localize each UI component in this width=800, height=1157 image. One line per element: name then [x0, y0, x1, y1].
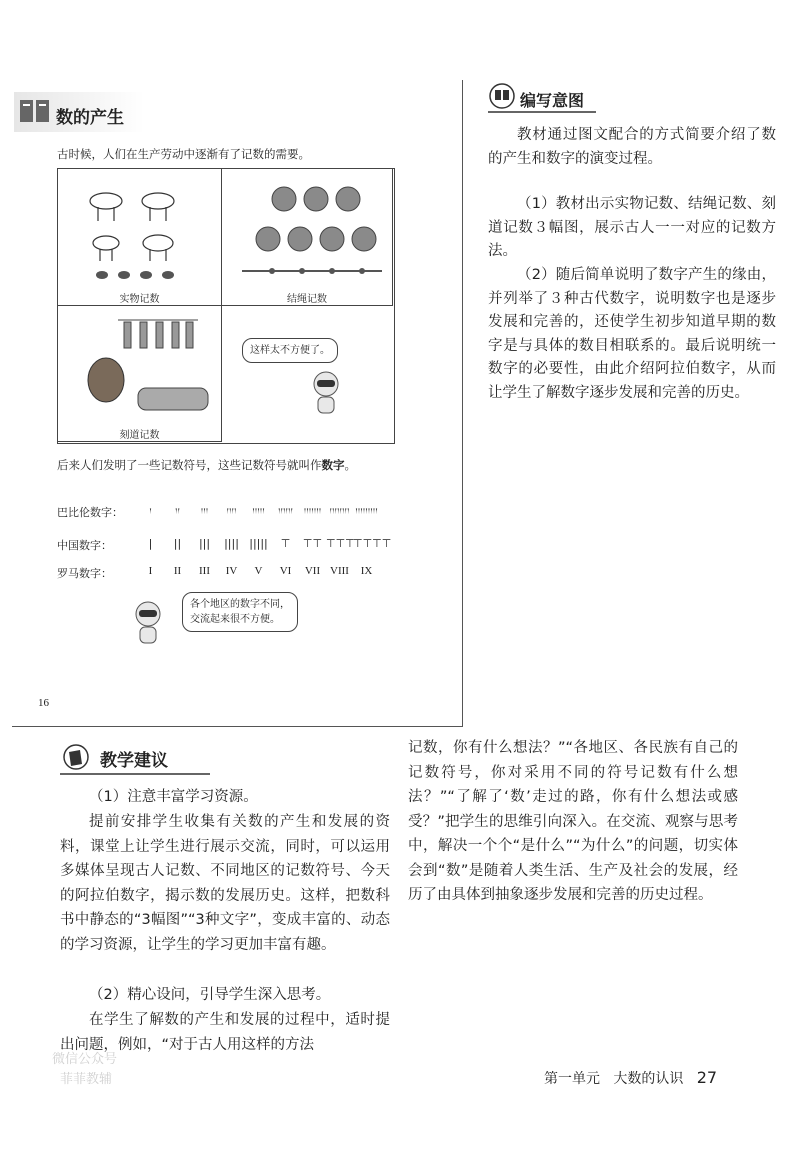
teaching-p1: 提前安排学生收集有关数的产生和发展的资料，课堂上让学生进行展示交流，同时，可以运用多媒体呈现古人记数、不同地区的记数符号、今天的阿拉伯数字，揭示数的发展历史。这样，把数科书中静态的“3幅图”“3种文字”，变成丰富的、动态的学习资源，让学生的学习更加丰富有趣。 — [60, 814, 390, 953]
caption-notch-counting: 刻道记数 — [119, 430, 160, 441]
roman-row — [57, 565, 380, 581]
book-icon — [18, 96, 52, 126]
teaching-s1: （1）注意丰富学习资源。 — [89, 789, 258, 805]
footer-page-number: 27 — [696, 1068, 718, 1087]
numeral: III — [199, 565, 210, 577]
teaching-heading: 教学建议 — [100, 751, 168, 771]
numeral: ||||| — [249, 537, 268, 550]
numeral: II — [173, 565, 182, 577]
row-label: 中国数字： — [57, 539, 112, 552]
section-title: 数的产生 — [56, 108, 124, 128]
numeral: ⊤⊤ — [302, 537, 323, 550]
numeral: I — [148, 565, 153, 577]
numeral: VI — [279, 565, 292, 577]
intro-text: 古时候，人们在生产劳动中逐渐有了记数的需要。 — [57, 147, 310, 161]
writing-intent-p1: 教材通过图文配合的方式简要介绍了数的产生和数字的演变过程。 — [488, 127, 776, 167]
robot-speech-bubble-2 — [182, 592, 298, 632]
watermark — [52, 1050, 117, 1090]
row-label: 罗马数字： — [57, 567, 112, 580]
numeral: || — [173, 537, 182, 550]
numeral: 𒁹𒁹𒁹𒁹𒁹𒁹𒁹𒁹 — [329, 508, 350, 515]
writing-intent-heading: 编写意图 — [520, 91, 585, 110]
page-footer — [544, 1068, 717, 1088]
speech-line-1: 各个地区的数字不同， — [190, 599, 290, 610]
notch-counting-panel — [57, 305, 222, 442]
roman-numerals — [137, 565, 380, 581]
babylonian-numerals — [137, 504, 380, 520]
chinese-row — [57, 537, 392, 553]
numeral: IX — [360, 565, 373, 577]
sentence-keyword: 数字 — [321, 458, 345, 472]
footer-chapter: 大数的认识 — [613, 1071, 684, 1087]
speech-line-2: 交流起来很不方便。 — [190, 614, 280, 625]
teaching-s2: （2）精心设问，引导学生深入思考。 — [89, 987, 331, 1003]
numeral: IV — [225, 565, 238, 577]
babylonian-row — [57, 504, 380, 520]
numeral: | — [148, 537, 153, 550]
numeral: V — [254, 565, 263, 577]
numeral: 𒁹𒁹𒁹𒁹𒁹𒁹𒁹 — [303, 508, 322, 515]
textbook-page-number: 16 — [38, 697, 49, 709]
teaching-p3: 记数，你有什么想法？”“各地区、各民族有自己的记数符号，你对采用不同的符号记数有什么想法？”“了解了‘数’走过的路，你有什么想法或感受？”把学生的思维引向深入。在交流、观察与思考中，解决一个个“是什么”“为什么”的问题，切实体会到“数”是随着人类生活、生产及社会的发展，经历了由具体到抽象逐步发展和完善的历史过程。 — [408, 740, 738, 903]
teaching-p2: 在学生了解数的产生和发展的过程中，适时提出问题，例如，“对于古人用这样的方法 — [60, 1012, 390, 1053]
chinese-numerals — [137, 537, 392, 553]
row-label: 巴比伦数字： — [57, 506, 123, 519]
numeral: VIII — [330, 565, 349, 577]
numeral: 𒁹𒁹 — [175, 508, 180, 515]
watermark-line-2: 菲菲教辅 — [60, 1072, 113, 1087]
numbers-sentence — [57, 457, 356, 473]
jars-and-rope-illustration — [222, 169, 392, 289]
goats-and-stones-illustration — [58, 169, 221, 289]
caption-knot-counting: 结绳记数 — [287, 294, 327, 305]
numeral: ⊤⊤⊤⊤ — [353, 537, 392, 550]
knot-counting-panel — [221, 168, 393, 306]
numeral: VII — [304, 565, 321, 577]
writing-intent-p2: （1）教材出示实物记数、结绳记数、刻道记数３幅图，展示古人一一对应的记数方法。 — [488, 196, 776, 259]
numeral: 𒁹𒁹𒁹 — [200, 508, 209, 515]
watermark-line-1: 微信公众号 — [52, 1052, 118, 1067]
numeral: 𒁹𒁹𒁹𒁹𒁹𒁹𒁹𒁹𒁹 — [355, 508, 378, 515]
object-counting-panel — [57, 168, 222, 306]
numeral: 𒁹𒁹𒁹𒁹𒁹𒁹 — [278, 508, 293, 515]
numeral: ⊤⊤⊤ — [326, 537, 355, 550]
robot-icon — [128, 600, 168, 648]
robot-speech-bubble-1: 这样太不方便了。 — [242, 338, 338, 363]
numeral: 𒁹𒁹𒁹𒁹 — [226, 508, 237, 515]
footer-unit: 第一单元 — [544, 1071, 600, 1087]
caption-object-counting: 实物记数 — [119, 294, 160, 305]
person-carving-illustration — [58, 306, 221, 424]
numeral: 𒁹 — [149, 508, 152, 515]
writing-intent-p3: （2）随后简单说明了数字产生的缘由，并列举了３种古代数字，说明数字也是逐步发展和完善的，还使学生初步知道早期的数字是与具体的数目相联系的。最后说明统一数字的必要性，由此介绍阿拉伯数字，从而让学生了解数字逐步发展和完善的历史。 — [488, 267, 776, 401]
sentence-text: 后来人们发明了一些记数符号，这些记数符号就叫作 — [57, 458, 322, 472]
numeral: ⊤ — [280, 537, 291, 550]
sentence-end: 。 — [344, 458, 356, 472]
numeral: |||| — [224, 537, 239, 550]
robot-icon — [306, 370, 346, 416]
numeral: 𒁹𒁹𒁹𒁹𒁹 — [252, 508, 265, 515]
numeral: ||| — [198, 537, 211, 550]
